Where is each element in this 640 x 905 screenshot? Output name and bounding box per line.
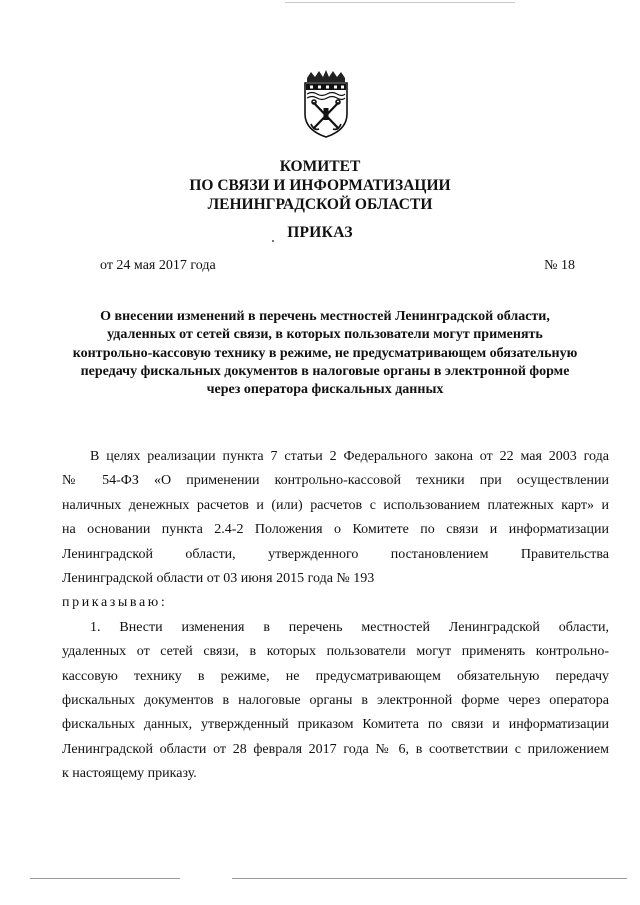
order-number: № 18 xyxy=(544,258,575,273)
preamble-line: В целях реализации пункта 7 статьи 2 Федерального закона от 22 мая 2003 года xyxy=(90,449,609,464)
order-subject xyxy=(55,308,595,399)
preamble-line: Ленинградской области от 03 июня 2015 года № 193 xyxy=(62,570,375,586)
prikazyvayu-label: приказываю: xyxy=(62,595,168,611)
clause-line: 1. Внести изменения в перечень местностей Ленинградской области, xyxy=(90,619,609,635)
subject-line: контрольно-кассовую технику в режиме, не предусматривающем обязательную xyxy=(72,345,578,361)
preamble-line: наличных денежных расчетов и (или) расчетов с использованием платежных карт» и xyxy=(62,497,609,513)
subject-line: передачу фискальных документов в налоговые органы в электронной форме xyxy=(80,363,570,379)
coat-of-arms-icon xyxy=(301,70,351,138)
clause-line: фискальных данных, утвержденный приказом Комитета по связи и информатизации xyxy=(62,717,609,733)
order-title: ПРИКАЗ xyxy=(287,224,353,241)
scan-artifact-top xyxy=(285,2,515,3)
scan-artifact-bottom-left xyxy=(30,878,180,879)
committee-header xyxy=(0,157,640,214)
header-line-3: ЛЕНИНГРАДСКОЙ ОБЛАСТИ xyxy=(207,196,433,213)
order-date: от 24 мая 2017 года xyxy=(100,258,216,273)
order-body xyxy=(62,445,609,786)
clause-line: удаленных от сетей связи, в которых пользователи могут применять контрольно- xyxy=(62,644,609,660)
preamble-line: на основании пункта 2.4-2 Положения о Комитете по связи и информатизации xyxy=(62,522,609,538)
preamble-line: № 54-ФЗ «О применении контрольно-кассовой техники при осуществлении xyxy=(62,473,609,489)
subject-line: через оператора фискальных данных xyxy=(206,382,444,398)
clause-line: кассовую технику в режиме, не предусматривающем обязательную передачу xyxy=(62,668,609,684)
clause-line: фискальных документов в налоговые органы в электронной форме через оператора xyxy=(62,692,609,708)
subject-line: О внесении изменений в перечень местностей Ленинградской области, xyxy=(100,309,550,324)
clause-line: к настоящему приказу. xyxy=(62,766,197,782)
header-line-2: ПО СВЯЗИ И ИНФОРМАТИЗАЦИИ xyxy=(189,177,451,194)
clause-line: Ленинградской области от 28 февраля 2017 года № 6, в соответствии с приложением xyxy=(62,741,609,757)
header-line-1: КОМИТЕТ xyxy=(279,158,361,175)
scan-artifact-bottom-right xyxy=(232,878,627,879)
preamble-line: Ленинградской области, утвержденного постановлением Правительства xyxy=(62,546,609,562)
subject-line: удаленных от сетей связи, в которых пользователи могут применять xyxy=(107,327,543,343)
